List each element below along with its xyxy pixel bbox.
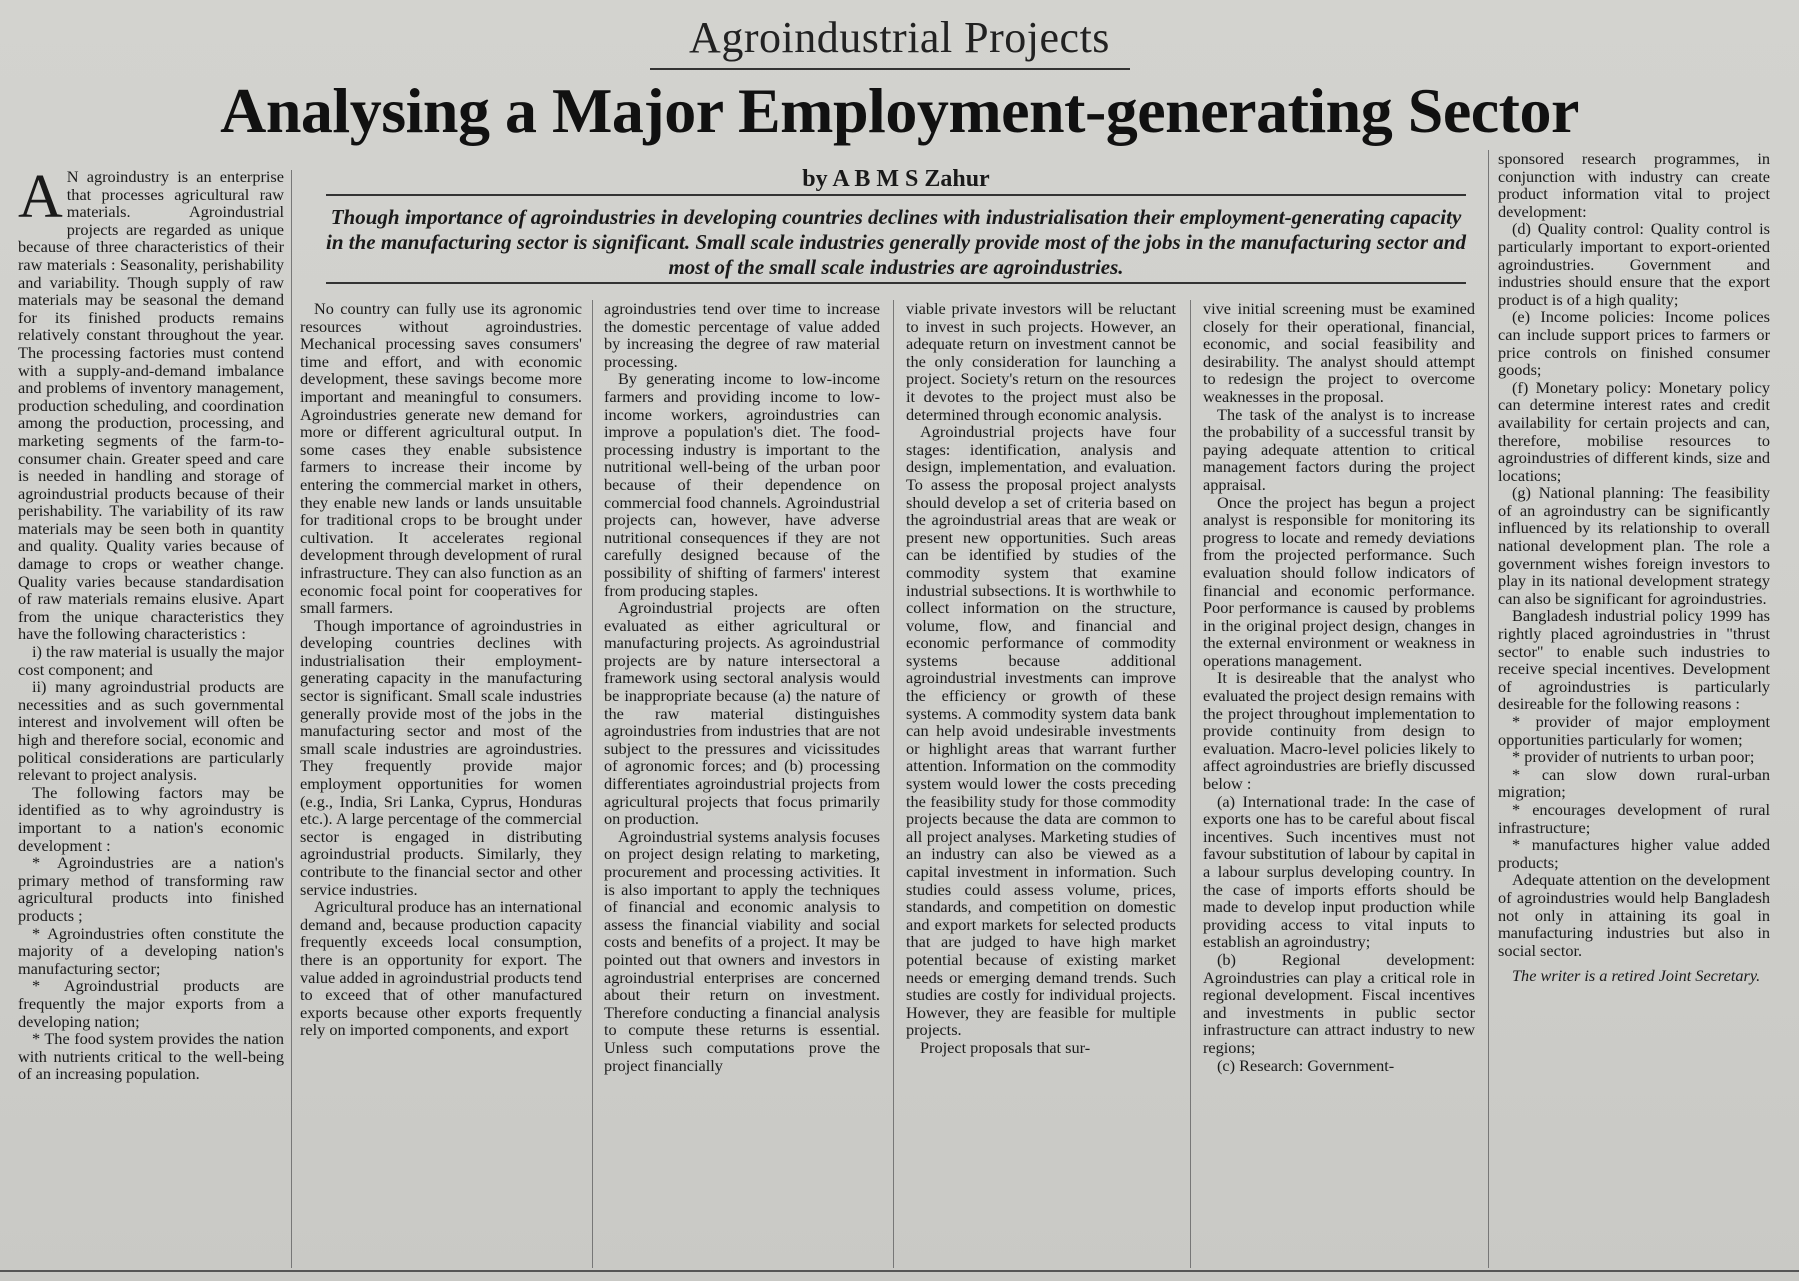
article-column-2 (300, 300, 582, 1270)
paragraph: * Agroindustries are a nation's primary method of transforming raw agricultural products into finished products ; (18, 853, 284, 925)
paragraph: (f) Monetary policy: Monetary policy can determine interest rates and credit availability for certain projects and can, therefore, mobilise resources to agroindustries of different kinds, size and locations; (1498, 377, 1770, 485)
paragraph: A N agroindustry is an enterprise that processes agricultural raw materials. Agroindustrial projects are regarded as unique because of three characteristics of their raw materials : Seasonality, perishability and variability. Though supply of raw materials may be seasonal the demand for its finished products remains relatively constant throughout the year. The processing factories must contend with a supply-and-demand imbalance and problems of inventory management, production scheduling, and coordination among the production, processing, and marketing segments of the farm-to-consumer chain. Greater speed and care is needed in handling and storage of agroindustrial products because of their perishability. The variability of its raw materials may be seen both in quantity and quality. Quality varies because of damage to crops or weather change. Quality varies because standardisation of raw materials remains elusive. Apart from the unique characteristics they have the following characteristics : (18, 168, 284, 644)
article-column-5 (1203, 300, 1475, 1270)
paragraph: (b) Regional development: Agroindustries can play a critical role in regional development. Fiscal incentives and investments in public sector infrastructure can attract industry to new regions; (1203, 949, 1475, 1057)
column-divider (291, 170, 292, 1268)
kicker-underline (650, 68, 1130, 70)
headline: Analysing a Major Employment-generating Sector (220, 75, 1579, 146)
paragraph: * Agroindustrial products are frequently the major exports from a developing nation; (18, 976, 284, 1031)
paragraph: ii) many agroindustrial products are necessities and as such governmental interest and involvement will often be high and therefore social, economic and political considerations are particularly relevant to project analysis. (18, 677, 284, 785)
page-bottom-rule (0, 1270, 1799, 1272)
paragraph: * The food system provides the nation with nutrients critical to the well-being of an increasing population. (18, 1029, 284, 1084)
paragraph: Agroindustrial systems analysis focuses on project design relating to marketing, procurement and processing activities. It is also important to apply the techniques of financial and economic analysis to assess the financial viability and social costs and benefits of a project. It may be pointed out that owners and investors in agroindustrial enterprises are concerned about their return on investment. Therefore conducting a financial analysis to compute these returns is essential. Unless such computations prove the project financially (604, 826, 880, 1075)
paragraph: i) the raw material is usually the major cost component; and (18, 642, 284, 679)
byline: by A B M S Zahur (802, 166, 990, 192)
paragraph: viable private investors will be reluctant to invest in such projects. However, an adequate return on investment cannot be the only consideration for launching a project. Society's return on the resources it devotes to the project must also be determined through economic analysis. (906, 300, 1176, 424)
section-kicker: Agroindustrial Projects (689, 13, 1110, 62)
paragraph: No country can fully use its agronomic resources without agroindustries. Mechanical processing saves consumers' time and effort, and with economic development, these savings become more important and meaningful to consumers. Agroindustries generate new demand for more or different agricultural output. In some cases they enable subsistence farmers to increase their income by entering the commercial market in others, they enable new lands or lands unsuitable for traditional crops to be brought under cultivation. It accelerates regional development through development of rural infrastructure. They can also function as an economic focal point for cooperatives for small farmers. (300, 300, 582, 618)
deck-rule-bottom (326, 282, 1466, 284)
paragraph: (a) International trade: In the case of exports one has to be careful about fiscal incentives. Such incentives must not favour substitution of labour by capital in a labour surplus developing country. In the case of imports efforts should be made to develop input production while providing access to vital inputs to establish an agroindustry; (1203, 791, 1475, 952)
paragraph: * can slow down rural-urban migration; (1498, 764, 1770, 802)
deck-summary: Though importance of agroindustries in developing countries declines with industrialisation their employment-generating capacity in the manufacturing sector is significant. Small scale industries generally provide most of the jobs in the manufacturing sector and most of the small scale industries are agroindustries. (326, 205, 1466, 279)
paragraph: Project proposals that sur- (920, 1037, 1091, 1057)
paragraph: * provider of nutrients to urban poor; (1512, 747, 1755, 767)
paragraph: Agroindustrial projects have four stages: identification, analysis and design, implementation, and evaluation. To assess the proposal project analysts should develop a set of criteria based on the agroindustrial areas that are weak or present new opportunities. Such areas can be identified by studies of the commodity system that examine industrial subsections. It is worthwhile to collect information on the structure, volume, flow, and financial and economic performance of commodity systems because additional agroindustrial investments can improve the efficiency or growth of these systems. A commodity system data bank can help avoid undesirable investments or highlight areas that warrant further attention. Information on the commodity system would lower the costs preceding the feasibility study for those commodity projects because the data are common to all project analyses. Marketing studies of an industry can also be viewed as a capital investment in information. Such studies could assess volume, prices, standards, and competition on domestic and export markets for selected products that are judged to have high market potential because of existing market needs or emerging demand trends. Such studies are costly for individual projects. However, they are feasible for multiple projects. (906, 422, 1176, 1040)
paragraph: Agroindustrial projects are often evaluated as either agricultural or manufacturing projects. As agroindustrial projects are by nature intersectoral a framework using sectoral analysis would be inappropriate because (a) the nature of the raw material distinguishes agroindustries from industries that are not subject to the pressures and vicissitudes of agronomic forces; and (b) processing differentiates agroindustrial projects from agricultural projects that focus primarily on production. (604, 598, 880, 829)
paragraph: * Agroindustries often constitute the majority of a developing nation's manufacturing sector; (18, 923, 284, 978)
author-note: The writer is a retired Joint Secretary. (1512, 966, 1761, 986)
column-divider (592, 300, 593, 1268)
article-column-4 (906, 300, 1176, 1270)
paragraph: Agricultural produce has an international demand and, because production capacity frequently exceeds local consumption, there is an opportunity for export. The value added in agroindustrial products tend to exceed that of other manufactured exports because other exports frequently rely on imported components, and export (300, 897, 582, 1040)
deck-rule-top (326, 194, 1466, 196)
paragraph: The task of the analyst is to increase the probability of a successful transit by paying adequate attention to critical management factors during the project appraisal. (1203, 404, 1475, 494)
paragraph: It is desireable that the analyst who evaluated the project design remains with the project throughout implementation to provide continuity from design to evaluation. Macro-level policies likely to affect agroindustries are briefly discussed below : (1203, 668, 1475, 794)
paragraph: (d) Quality control: Quality control is particularly important to export-oriented agroindustries. Government and industries should ensure that the export product is of a high quality; (1498, 219, 1770, 309)
paragraph: * provider of major employment opportunities particularly for women; (1498, 712, 1770, 749)
paragraph: Adequate attention on the development of agroindustries would help Bangladesh not only in attaining its goal in manufacturing industries but also in social sector. (1498, 870, 1770, 960)
column-divider (1190, 300, 1191, 1268)
paragraph: (e) Income policies: Income polices can include support prices to farmers or price controls on finished consumer goods; (1498, 307, 1770, 380)
paragraph: Bangladesh industrial policy 1999 has rightly placed agroindustries in "thrust sector" to enable such industries to receive special incentives. Development of agroindustries is particularly desireable for the following reasons : (1498, 606, 1770, 714)
article-column-6 (1498, 150, 1770, 1260)
paragraph: (g) National planning: The feasibility of an agroindustry can be significantly influenced by its relationship to overall national development plan. The role a government wishes foreign investors to play in its national development strategy can also be significant for agroindustries. (1498, 483, 1770, 608)
drop-cap: A (18, 168, 63, 231)
article-column-1 (18, 168, 284, 1268)
paragraph: Though importance of agroindustries in developing countries declines with industrialisation their employment-generating capacity in the manufacturing sector is significant. Small scale industries generally provide most of the jobs in the manufacturing sector and most of the small scale industries are agroindustries. They frequently provide major employment opportunities for women (e.g., India, Sri Lanka, Cyprus, Honduras etc.). A large percentage of the commercial sector is engaged in distributing agroindustrial products. Similarly, they contribute to the financial sector and other service industries. (300, 615, 582, 899)
paragraph: * encourages development of rural infrastructure; (1498, 799, 1770, 837)
paragraph: By generating income to low-income farmers and providing income to low-income workers, agroindustries can improve a population's diet. The food-processing industry is important to the nutritional well-being of the urban poor because of their dependence on commercial food channels. Agroindustrial projects can, however, have adverse nutritional consequences if they are not carefully designed because of the possibility of shifting of farmers' interest from producing staples. (604, 369, 880, 600)
paragraph: * manufactures higher value added products; (1498, 835, 1770, 872)
column-divider (893, 300, 894, 1268)
article-column-3 (604, 300, 880, 1270)
paragraph: (c) Research: Government- (1217, 1055, 1395, 1075)
paragraph: sponsored research programmes, in conjunction with industry can create product information vital to project development: (1498, 150, 1770, 221)
paragraph: Once the project has begun a project analyst is responsible for monitoring its progress to locate and remedy deviations from the projected performance. Such evaluation should follow indicators of financial and economic performance. Poor performance is caused by problems in the original project design, changes in the external environment or weakness in operations management. (1203, 492, 1475, 670)
paragraph: vive initial screening must be examined closely for their operational, financial, economic, and social feasibility and desirability. The analyst should attempt to redesign the project to overcome weaknesses in the proposal. (1203, 300, 1475, 406)
paragraph: agroindustries tend over time to increase the domestic percentage of value added by increasing the degree of raw material processing. (604, 300, 880, 371)
paragraph: The following factors may be identified as to why agroindustry is important to a nation's economic development : (18, 782, 284, 855)
column-divider (1488, 150, 1489, 1268)
